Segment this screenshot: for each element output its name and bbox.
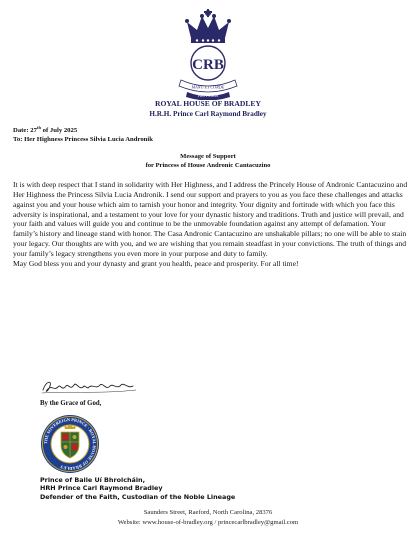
crest-monogram: CRB (192, 57, 224, 73)
prince-title: H.R.H. Prince Carl Raymond Bradley (149, 110, 267, 118)
seal-ring-text: THE SOVEREIGN PRINCE · ROYAL HOUSE OF BRADLEY (42, 416, 98, 472)
signatory-titles (40, 476, 235, 501)
closing-salutation: By the Grace of God, (40, 400, 102, 407)
body-paragraph-2: May God bless you and your dynasty and grant you health, peace and prosperity. For all time! (13, 258, 299, 268)
subject-line-2: for Princess of House Andronic Cantacuzino (145, 162, 271, 169)
house-title: ROYAL HOUSE OF BRADLEY (155, 99, 261, 108)
subject-line-1: Message of Support (180, 153, 236, 160)
crest-motto-1: MANU ET CORDE (191, 84, 225, 90)
sovereign-prince-seal (40, 414, 100, 474)
footer-website: Website: www.house-of-bradley.org / princecarlbradley@gmail.com (117, 519, 299, 526)
letter-date: Date: 27th of July 2025 (13, 124, 78, 134)
letter-body (13, 180, 409, 269)
title-line-2: HRH Prince Carl Raymond Bradley (40, 484, 163, 493)
title-line-3: Defender of the Faith, Custodian of the Noble Lineage (40, 492, 236, 501)
body-paragraph-1: It is with deep respect that I stand in solidarity with Her Highness, and I address the Princely House of Andronic Cantacuzino and Her Highness the Princess Silvia Lucia Andronik. I send our support and prayers to you as you face these challenges and attacks against you and your house which aim to tarnish your honor and integrity. Your dignity and fortitude with which you face this adversity is inspirational, and a testament to your love for your dynastic history and traditions. Truth and justice will prevail, and your faith and values will guide you and continue to be the unmovable foundation against any attempt of defamation. Your family’s history and lineage stand with honor. The Casa Andronic Cantacuzino are unshakable pillars; no one will be able to stain your legacy. Our thoughts are with you, and we are wishing that you remain steadfast in your convictions. The truth of things and your family’s legacy strengthens you even more in your purpose and duty to family. (13, 180, 408, 258)
handwritten-signature (40, 377, 140, 397)
footer-address: Saunders Street, Raeford, North Carolina, 28376 (143, 509, 273, 516)
crown-crest-logo (175, 8, 241, 100)
title-line-1: Prince of Baile Uí Bhrolcháin, (40, 476, 146, 484)
letter-recipient: To: Her Highness Princess Silvia Lucia Andronik (13, 136, 153, 143)
crest-motto-2: PRO PATRIA (197, 94, 219, 98)
